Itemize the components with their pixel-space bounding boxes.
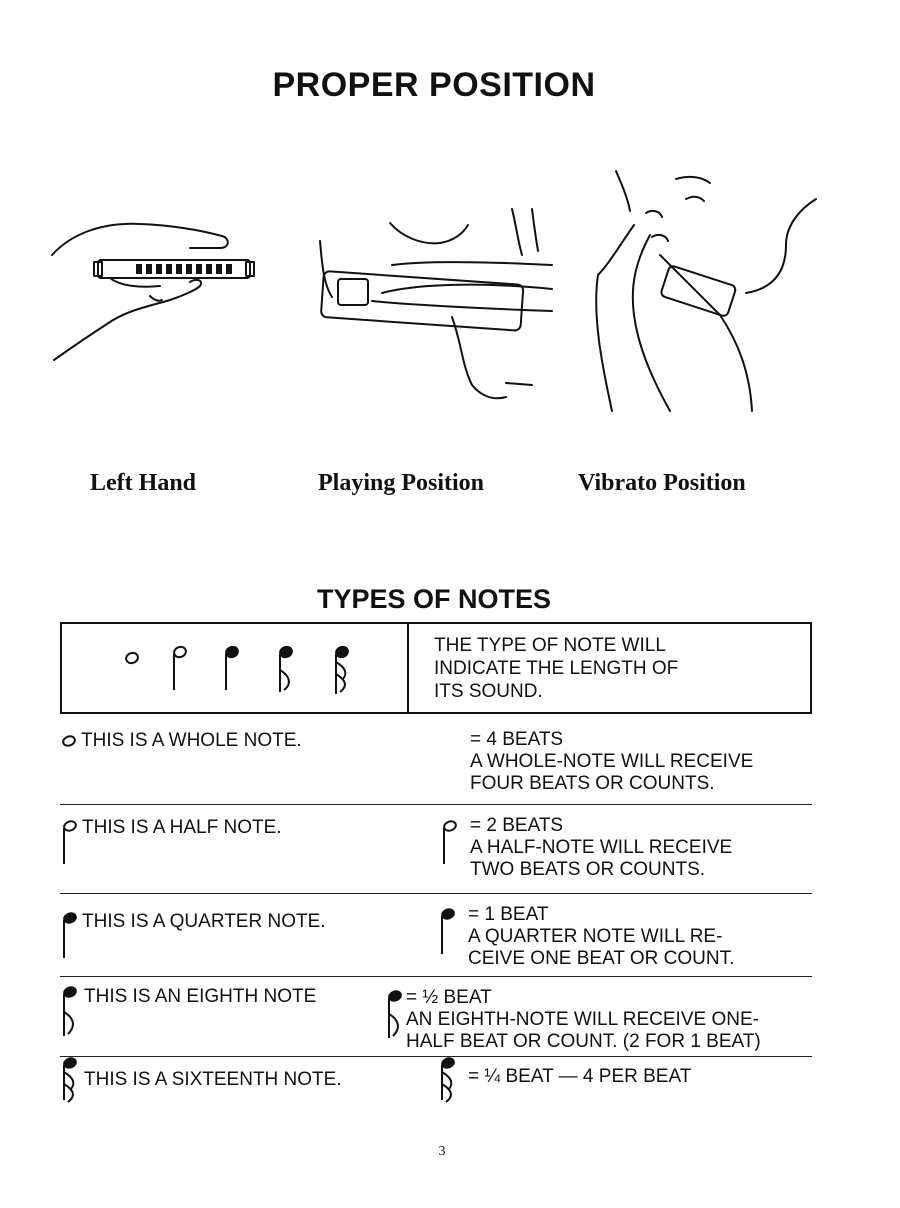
quarter-note-value: = 1 BEAT [468, 904, 549, 925]
sixteenth-note-icon [60, 1056, 84, 1104]
row-divider [60, 804, 812, 805]
whole-note-label: THIS IS A WHOLE NOTE. [81, 730, 302, 751]
sixteenth-note-value: = ¼ BEAT — 4 PER BEAT [468, 1066, 692, 1087]
quarter-note-description: A QUARTER NOTE WILL RE- CEIVE ONE BEAT OR COUNT. [468, 926, 735, 969]
quarter-note-icon [436, 906, 456, 958]
page-title: PROPER POSITION [272, 66, 596, 104]
quarter-note-icon [60, 910, 80, 962]
sixteenth-note-label: THIS IS A SIXTEENTH NOTE. [84, 1069, 342, 1090]
whole-note-icon [125, 651, 140, 665]
half-note-icon [60, 818, 80, 868]
notes-intro-text: THE TYPE OF NOTE WILL INDICATE THE LENGTH OF ITS SOUND. [434, 635, 679, 702]
intro-divider [407, 624, 409, 712]
playing-position-illustration [312, 205, 562, 405]
playing-position-caption: Playing Position [318, 470, 485, 496]
whole-note-description: A WHOLE-NOTE WILL RECEIVE FOUR BEATS OR COUNTS. [470, 751, 754, 794]
sixteenth-note-icon [335, 645, 350, 694]
vibrato-position-illustration [590, 165, 820, 415]
eighth-note-icon [383, 988, 407, 1044]
half-note-icon [173, 645, 188, 690]
eighth-note-description: AN EIGHTH-NOTE WILL RECEIVE ONE- HALF BEAT OR COUNT. (2 FOR 1 BEAT) [406, 1009, 761, 1052]
left-hand-illustration [50, 210, 260, 370]
eighth-note-label: THIS IS AN EIGHTH NOTE [84, 986, 317, 1007]
half-note-icon [438, 818, 458, 868]
eighth-note-value: = ½ BEAT [406, 987, 492, 1008]
half-note-value: = 2 BEATS [470, 815, 564, 836]
sixteenth-note-icon [436, 1056, 460, 1104]
left-hand-caption: Left Hand [90, 470, 197, 496]
quarter-note-icon [225, 645, 240, 690]
notes-section-title: TYPES OF NOTES [316, 584, 552, 614]
row-divider [60, 976, 812, 977]
row-divider [60, 893, 812, 894]
half-note-label: THIS IS A HALF NOTE. [82, 817, 282, 838]
whole-note-value: = 4 BEATS [470, 729, 564, 750]
page-number: 3 [438, 1144, 446, 1159]
vibrato-position-caption: Vibrato Position [578, 470, 746, 496]
eighth-note-icon [60, 984, 84, 1040]
quarter-note-label: THIS IS A QUARTER NOTE. [82, 911, 326, 932]
half-note-description: A HALF-NOTE WILL RECEIVE TWO BEATS OR COUNTS. [470, 837, 733, 880]
note-types-illustration [120, 640, 360, 702]
eighth-note-icon [279, 645, 294, 692]
whole-note-icon [60, 734, 78, 748]
